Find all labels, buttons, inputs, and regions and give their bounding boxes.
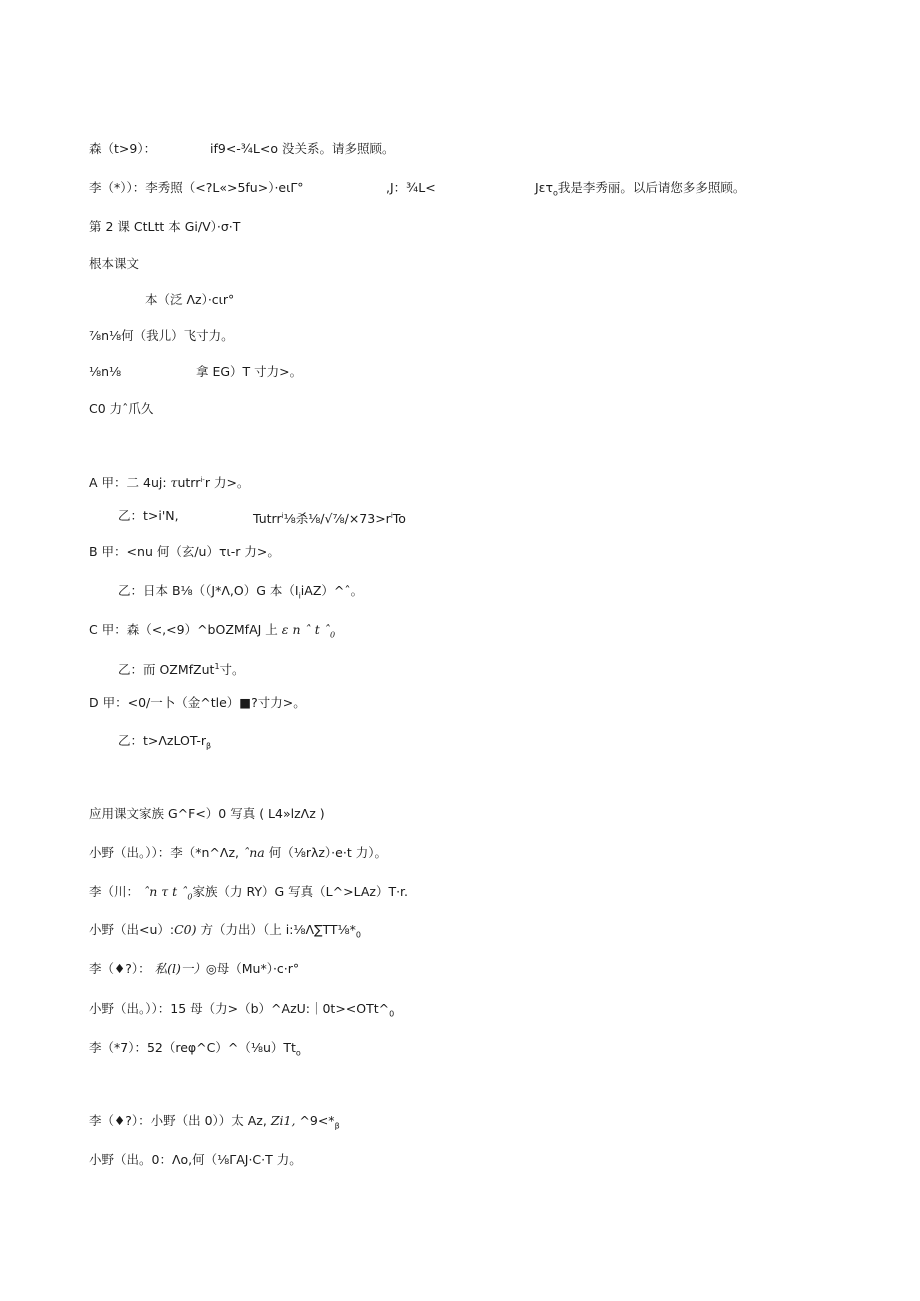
dialog-a-line-1: A 甲：二 4uj: τutrr$^{i-}$r 力>。 bbox=[89, 475, 250, 491]
text-line-0 bbox=[89, 141, 156, 157]
dialog-a-line-2-b: Tutrr$^i$⅛杀$\frac{1}{8}∕√\frac{7}{8}∕\times 73>r^iTo$ bbox=[253, 511, 406, 527]
applied-line-6: 李（*7）：$52(re\varphi\^{}C)\^{}(\frac{1}{8}u)Tt_o$ bbox=[89, 1040, 301, 1058]
dialog-b-line-1: B 甲：<nu 何（玄∕u）τι-r 力>。 bbox=[89, 544, 280, 559]
applied-line-5: 小野（出。））：15 母（力$>(b)\^{}AzU:|0t><OTt\^{}_0$ bbox=[89, 1001, 395, 1019]
dialog-d-line-1: D 甲：<0/一卜（金^tle）■?寸力>。 bbox=[89, 695, 306, 710]
text-line-6: ⅛n⅛ bbox=[89, 364, 122, 379]
section-heading-basic: 根本课文 bbox=[89, 256, 140, 271]
applied-line-3: 小野（出<u）:C0) 方（力出）（上 $i:\frac{1}{8}\Lambda\sum TT\frac{1}{8}*_0$ bbox=[89, 922, 362, 940]
dialog-a-line-2: 乙：t>i'N, bbox=[118, 508, 179, 523]
text-line-1: 李（*））：李秀照（<?L«>5fu>）·eιΓ° bbox=[89, 180, 304, 195]
applied-line-8: 小野（出。0：Λo,何（⅛ΓAJ·C·T 力。 bbox=[89, 1152, 302, 1167]
text-line-4: 本（泛 Λz）·cιr° bbox=[145, 292, 235, 307]
text-line-0-b: if9<-¾L<o 没关系。请多照顾。 bbox=[210, 141, 395, 156]
applied-line-7: 李（♦?）：小野（出 0））太 Az, Zi1, $\^{}9<*_\beta$ bbox=[89, 1113, 340, 1131]
text-line-5: ⅞n⅛何（我儿）飞寸力。 bbox=[89, 328, 234, 343]
text-line-6-b: 拿 EG）T 寸力>。 bbox=[196, 364, 303, 379]
text-line-7: C0 力ˆ爪久 bbox=[89, 401, 154, 416]
applied-line-4: 李（♦?）： 私(l)一）◎母（Mu*）·c·r° bbox=[89, 961, 300, 976]
dialog-c-line-1: C 甲：森（<,<9）^bOZMfAJ 上 ε n ˆ t ˆ$_0$ bbox=[89, 622, 336, 640]
lesson-heading: 第 2 课 CtLtt 本 Gi/V）·σ·T bbox=[89, 219, 241, 234]
dialog-c-line-2: 乙：而 OZMfZut$^1$寸。 bbox=[118, 662, 245, 678]
speaker-label: 森（t>9）： bbox=[89, 141, 157, 156]
section-heading-applied: 应用课文家族 G^F<）0 写真 ( L4»lzΛz ) bbox=[89, 806, 325, 821]
dialog-b-line-2: 乙：日本 B⅛（（J*Λ,O）G 本$(I_iiAZ)\^{}ˆ$。 bbox=[118, 583, 364, 601]
dialog-d-line-2: 乙：$t>\Lambda zLOT-r_\beta$ bbox=[118, 733, 212, 751]
applied-line-2: 李（川： ˆn τ t ˆ$_0$家族（力 RY）G 写真（L^>LAz）T·r. bbox=[89, 884, 409, 902]
applied-line-1: 小野（出。））：李（*n^Λz, ˆna 何（⅛rλz）·e·t 力）。 bbox=[89, 845, 387, 860]
text-line-1-c: Jετ$_o$我是李秀丽。以后请您多多照顾。 bbox=[535, 180, 746, 198]
text-line-1-b: ,J：¾L< bbox=[386, 180, 436, 195]
